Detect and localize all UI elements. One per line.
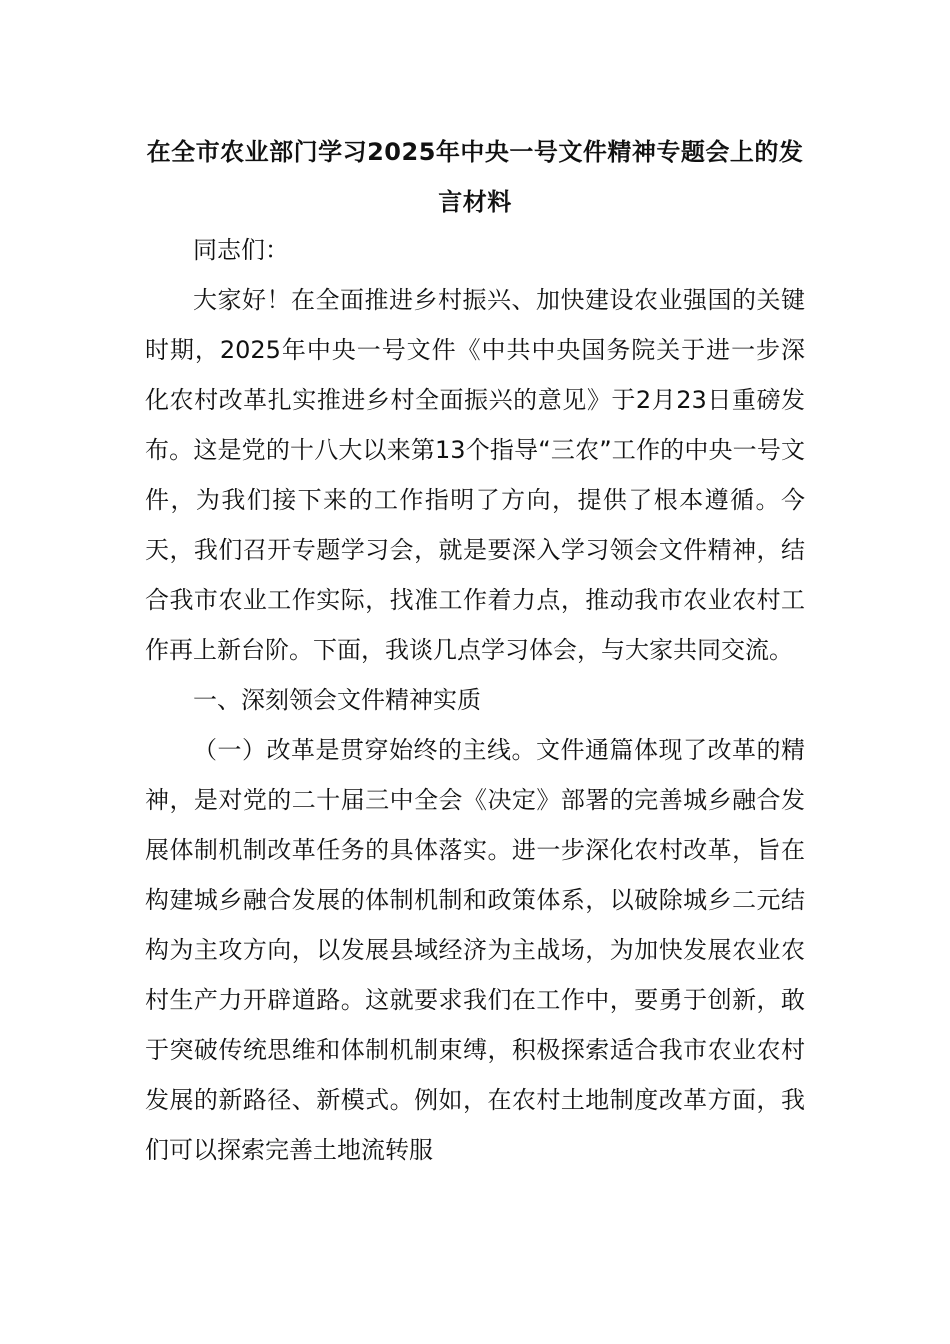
paragraph-intro: 大家好！在全面推进乡村振兴、加快建设农业强国的关键时期，2025年中央一号文件《中共中央国务院关于进一步深化农村改革扎实推进乡村全面振兴的意见》于2月23日重磅发布。这是党的十八大以来第13个指导“三农”工作的中央一号文件，为我们接下来的工作指明了方向，提供了根本遵循。今天，我们召开专题学习会，就是要深入学习领会文件精神，结合我市农业工作实际，找准工作着力点，推动我市农业农村工作再上新台阶。下面，我谈几点学习体会，与大家共同交流。 [145,286,805,664]
salutation: 同志们： [193,236,289,264]
document-body [145,225,805,1175]
document-title: 在全市农业部门学习2025年中央一号文件精神专题会上的发言材料 [146,138,804,216]
section-heading-1: 一、深刻领会文件精神实质 [193,686,481,714]
paragraph-reform: （一）改革是贯穿始终的主线。文件通篇体现了改革的精神，是对党的二十届三中全会《决定》部署的完善城乡融合发展体制机制改革任务的具体落实。进一步深化农村改革，旨在构建城乡融合发展的体制机制和政策体系，以破除城乡二元结构为主攻方向，以发展县域经济为主战场，为加快发展农业农村生产力开辟道路。这就要求我们在工作中，要勇于创新，敢于突破传统思维和体制机制束缚，积极探索适合我市农业农村发展的新路径、新模式。例如，在农村土地制度改革方面，我们可以探索完善土地流转服 [145,736,805,1164]
